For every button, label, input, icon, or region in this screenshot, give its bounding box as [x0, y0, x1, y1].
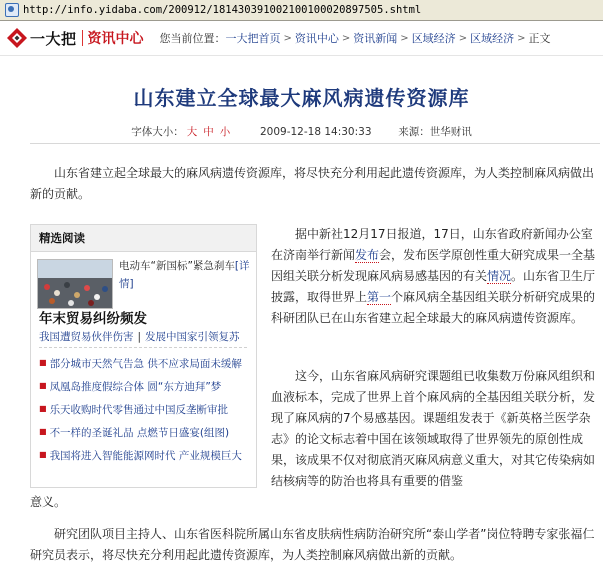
list-item[interactable]: ■ 乐天收购时代零售通过中国反垄断审批 — [39, 404, 229, 416]
source-label: 来源： — [398, 126, 430, 138]
featured-heading: 精选阅读 — [31, 225, 256, 252]
breadcrumb-current: 正文 — [528, 32, 551, 45]
article-paragraph-3-tail: 意义。 — [30, 495, 67, 509]
breadcrumb-news-link[interactable]: 资讯新闻 — [353, 32, 398, 45]
url-text[interactable]: http://info.yidaba.com/200912/181430391002100100020897505.shtml — [23, 4, 422, 16]
article-paragraph-2: 据中新社12月17日报道，17日，山东省政府新闻办公室在济南举行新闻发布会，发布医学原创性重大研究成果一全基因组关联分析发现麻风病易感基因的有关情况。山东省卫生厅披露，取得世界上第一个麻风病全基因组关联分析研究成果的科研团队已在山东省建立起全球最大的麻风病遗传资源库。 — [271, 227, 596, 325]
site-logo[interactable] — [6, 27, 144, 49]
article-title: 山东建立全球最大麻风病遗传资源库 — [133, 86, 470, 110]
site-header — [0, 21, 603, 56]
article-paragraph-3: 这今，山东省麻风病研究课题组已收集数万份麻风组织和血液标本，完成了世界上首个麻风病的全基因组关联分析，发现了麻风病的7个易感基因。课题组发表于《新英格兰医学杂志》的论文标志着中国在该领域取得了世界领先的原创性成果，该成果不仅对彻底消灭麻风病意义重大，对其它传染病如结核病等的防治也将具有重要的借鉴 — [271, 369, 596, 488]
breadcrumb-news-center-link[interactable]: 资讯中心 — [294, 32, 339, 45]
meta-divider — [30, 143, 600, 144]
logo-divider — [82, 30, 83, 46]
bullet-icon: ■ — [39, 358, 47, 367]
breadcrumb — [160, 30, 551, 46]
article-datetime: 2009-12-18 14:30:33 — [259, 126, 372, 138]
channel-name: 资讯中心 — [87, 31, 144, 47]
breadcrumb-prefix: 您当前位置： — [159, 32, 226, 45]
list-item[interactable]: ■ 我国将进入智能能源网时代 产业规模巨大 — [39, 450, 242, 462]
bullet-icon: ■ — [39, 450, 47, 459]
article-meta — [0, 124, 603, 139]
list-item[interactable]: ■ 不一样的圣诞礼品 点燃节日盛宴(组图) — [39, 427, 230, 439]
keyword-link[interactable]: 发布 — [355, 248, 380, 262]
featured-sublink-1[interactable]: 我国遭贸易伙伴伤害 — [39, 331, 134, 343]
breadcrumb-separator-icon: > — [458, 32, 468, 44]
font-size-medium-link[interactable]: 中 — [203, 126, 214, 138]
bullet-icon: ■ — [39, 381, 47, 390]
keyword-link[interactable]: 情况 — [487, 269, 512, 283]
featured-headline[interactable]: 年末贸易纠纷频发 — [39, 311, 147, 327]
featured-lead-text: 电动车“新国标”紧急刹车 — [119, 260, 235, 272]
page-favicon-icon — [5, 3, 19, 17]
breadcrumb-separator-icon: > — [517, 32, 526, 44]
article-source: 世华财讯 — [429, 126, 472, 138]
breadcrumb-separator-icon: > — [283, 32, 292, 44]
breadcrumb-separator-icon: > — [400, 32, 409, 44]
featured-list — [39, 352, 253, 467]
breadcrumb-home-link[interactable]: 一大把首页 — [225, 32, 281, 45]
font-size-small-link[interactable]: 小 — [219, 126, 231, 138]
article-paragraph-1: 山东省建立起全球最大的麻风病遗传资源库，将尽快充分利用起此遗传资源库，为人类控制麻风病做出新的贡献。 — [30, 166, 595, 201]
featured-lead[interactable] — [119, 257, 251, 293]
featured-sublinks: 我国遭贸易伙伴伤害 | 发展中国家引领复苏 — [39, 331, 240, 343]
featured-sublink-2[interactable]: 发展中国家引领复苏 — [145, 331, 240, 343]
bullet-icon: ■ — [39, 427, 47, 436]
keyword-link[interactable]: 第一 — [367, 290, 392, 304]
featured-reading-box — [30, 224, 257, 488]
featured-divider — [39, 347, 247, 348]
featured-detail-link[interactable]: [详情] — [119, 260, 250, 290]
breadcrumb-regional-economy-link-2[interactable]: 区域经济 — [470, 32, 515, 45]
breadcrumb-separator-icon: > — [341, 32, 351, 44]
list-item[interactable]: ■ 凤凰岛推度假综合体 圆“东方迪拜”梦 — [39, 381, 222, 393]
brand-name: 一大把 — [30, 29, 77, 48]
font-size-large-link[interactable]: 大 — [186, 126, 198, 138]
font-size-control — [131, 126, 236, 138]
address-bar[interactable] — [0, 0, 603, 21]
breadcrumb-regional-economy-link[interactable]: 区域经济 — [411, 32, 456, 45]
article-paragraph-4: 研究团队项目主持人、山东省医科院所属山东省皮肤病性病防治研究所“泰山学者”岗位特聘专家张福仁研究员表示，将尽快充分利用起此遗传资源库，为人类控制麻风病做出新的贡献。 — [30, 527, 595, 562]
yidaba-logo-icon — [6, 27, 28, 49]
bullet-icon: ■ — [39, 404, 47, 413]
featured-thumbnail[interactable] — [37, 259, 113, 309]
list-item[interactable]: ■ 部分城市天然气告急 供不应求局面未缓解 — [39, 358, 242, 370]
font-size-label: 字体大小： — [131, 126, 184, 138]
